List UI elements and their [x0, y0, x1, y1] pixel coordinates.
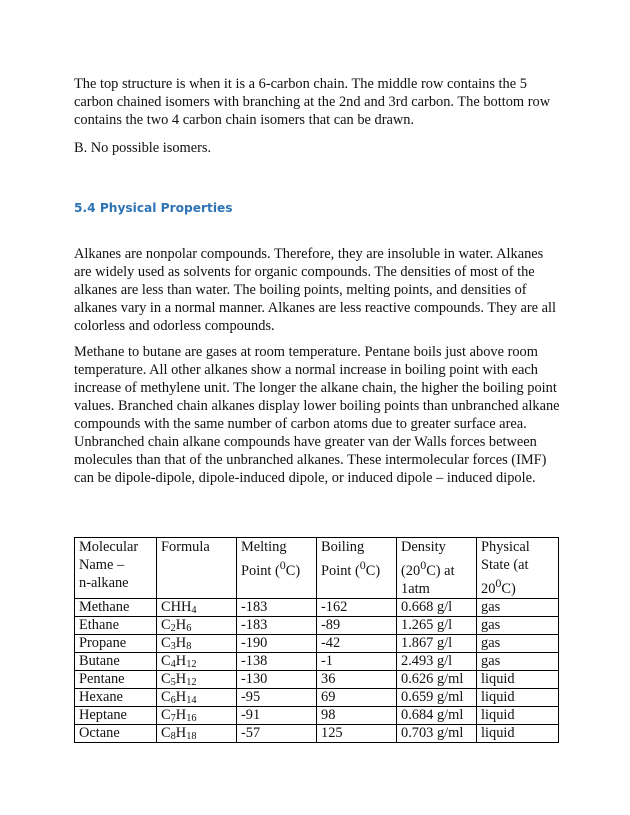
- cell-melting: -183: [237, 616, 317, 634]
- cell-name: Octane: [75, 724, 157, 742]
- cell-state: liquid: [477, 688, 559, 706]
- cell-formula: $C_4H_{12}$: [157, 652, 237, 670]
- cell-melting: -95: [237, 688, 317, 706]
- header-formula: Formula: [157, 538, 237, 599]
- cell-boiling: -42: [317, 634, 397, 652]
- header-molecular-name: Molecular Name – n-alkane: [75, 538, 157, 599]
- cell-density: 0.626 g/ml: [397, 670, 477, 688]
- cell-density: 2.493 g/l: [397, 652, 477, 670]
- cell-density: 1.867 g/l: [397, 634, 477, 652]
- cell-name: Butane: [75, 652, 157, 670]
- cell-state: liquid: [477, 706, 559, 724]
- boiling-points-paragraph: Methane to butane are gases at room temperature. Pentane boils just above room temperature. All other alkanes show a normal increase in boiling point with each increase of methylene unit. The longer the alkane chain, the higher the boiling point values. Branched chain alkanes display lower boiling points than unbranched alkane compounds with the same number of carbon atoms due to greater surface area. Unbranched chain alkane compounds have greater van der Walls forces between molecules than that of the unbranched alkanes. These intermolecular forces (IMF) can be dipole-dipole, dipole-induced dipole, or induced dipole – induced dipole.: [74, 344, 560, 486]
- cell-name: Heptane: [75, 706, 157, 724]
- table-row: [75, 706, 559, 724]
- header-melting-point: Melting Point ($^0$C): [237, 538, 317, 599]
- cell-formula: $C_3H_8$: [157, 634, 237, 652]
- header-boiling-point: Boiling Point ($^0$C): [317, 538, 397, 599]
- cell-formula: $CHH_4$: [157, 598, 237, 616]
- answer-b-paragraph: B. No possible isomers.: [74, 140, 212, 156]
- cell-formula: $C_5H_{12}$: [157, 670, 237, 688]
- cell-boiling: 36: [317, 670, 397, 688]
- cell-formula: $C_2H_6$: [157, 616, 237, 634]
- cell-melting: -190: [237, 634, 317, 652]
- cell-density: 0.668 g/l: [397, 598, 477, 616]
- cell-formula: $C_8H_{18}$: [157, 724, 237, 742]
- cell-name: Methane: [75, 598, 157, 616]
- cell-state: gas: [477, 634, 559, 652]
- table-header-row: [75, 538, 559, 599]
- table-row: [75, 670, 559, 688]
- cell-density: 1.265 g/l: [397, 616, 477, 634]
- cell-melting: -138: [237, 652, 317, 670]
- cell-boiling: 98: [317, 706, 397, 724]
- table-row: [75, 652, 559, 670]
- cell-boiling: -162: [317, 598, 397, 616]
- cell-state: gas: [477, 616, 559, 634]
- cell-formula: $C_7H_{16}$: [157, 706, 237, 724]
- header-physical-state: Physical State (at $20^0C$): [477, 538, 559, 599]
- cell-name: Ethane: [75, 616, 157, 634]
- cell-density: 0.684 g/ml: [397, 706, 477, 724]
- cell-name: Pentane: [75, 670, 157, 688]
- alkane-properties-table: [74, 537, 559, 743]
- table-row: [75, 616, 559, 634]
- section-heading: 5.4 Physical Properties: [74, 201, 233, 215]
- cell-state: liquid: [477, 670, 559, 688]
- cell-state: gas: [477, 652, 559, 670]
- cell-density: 0.659 g/ml: [397, 688, 477, 706]
- cell-density: 0.703 g/ml: [397, 724, 477, 742]
- cell-melting: -130: [237, 670, 317, 688]
- cell-melting: -57: [237, 724, 317, 742]
- cell-boiling: -1: [317, 652, 397, 670]
- header-density: Density $(20^0C)$ at 1atm: [397, 538, 477, 599]
- isomer-structure-paragraph: The top structure is when it is a 6-carbon chain. The middle row contains the 5 carbon chained isomers with branching at the 2nd and 3rd carbon. The bottom row contains the two 4 carbon chain isomers that can be drawn.: [74, 76, 551, 128]
- cell-boiling: -89: [317, 616, 397, 634]
- cell-melting: -183: [237, 598, 317, 616]
- cell-name: Propane: [75, 634, 157, 652]
- cell-melting: -91: [237, 706, 317, 724]
- cell-state: liquid: [477, 724, 559, 742]
- cell-name: Hexane: [75, 688, 157, 706]
- alkane-intro-paragraph: Alkanes are nonpolar compounds. Therefore, they are insoluble in water. Alkanes are widely used as solvents for organic compounds. The densities of most of the alkanes are less than water. The boiling points, melting points, and densities of alkanes vary in a normal manner. Alkanes are less reactive compounds. They are all colorless and odorless compounds.: [74, 246, 557, 334]
- cell-formula: $C_6H_{14}$: [157, 688, 237, 706]
- table-row: [75, 688, 559, 706]
- cell-boiling: 69: [317, 688, 397, 706]
- table-row: [75, 724, 559, 742]
- cell-state: gas: [477, 598, 559, 616]
- table-row: [75, 598, 559, 616]
- cell-boiling: 125: [317, 724, 397, 742]
- table-row: [75, 634, 559, 652]
